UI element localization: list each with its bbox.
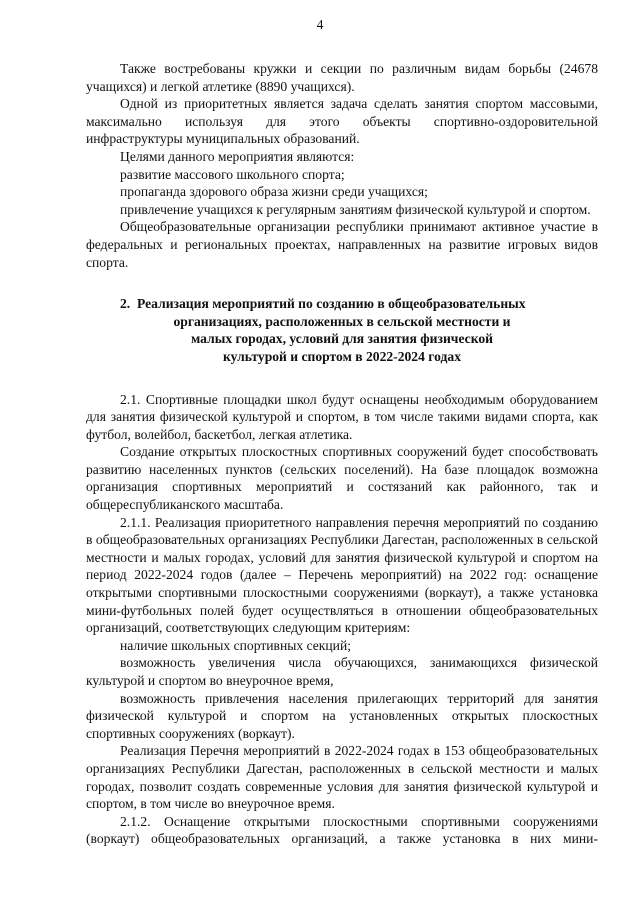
- section-heading-line-2: организациях, расположенных в сельской местности и: [173, 313, 511, 329]
- paragraph-2-1-2: 2.1.2. Оснащение открытыми плоскостными спортивными сооружениями (воркаут) общеобразовательных организаций, а также установка в них мини-: [86, 813, 598, 847]
- section-number: 2.: [120, 296, 131, 312]
- paragraph-2-1: 2.1. Спортивные площадки школ будут оснащены необходимым оборудованием для занятия физической культурой и спортом, в том числе такими видами спорта, как футбол, волейбол, баскетбол, легкая атлетика.: [86, 391, 598, 442]
- list-item-goal-3: привлечение учащихся к регулярным занятиям физической культурой и спортом.: [120, 201, 591, 217]
- paragraph-projects: Общеобразовательные организации республики принимают активное участие в федеральных и региональных проектах, направленных на развитие игровых видов спорта.: [86, 219, 598, 270]
- section-heading-line-4: культурой и спортом в 2022-2024 годах: [223, 348, 461, 364]
- list-item-criterion-1: наличие школьных спортивных секций;: [120, 637, 352, 653]
- paragraph-clubs: Также востребованы кружки и секции по различным видам борьбы (24678 учащихся) и легкой атлетике (8890 учащихся).: [86, 61, 598, 94]
- paragraph-open-structures: Создание открытых плоскостных спортивных сооружений будет способствовать развитию населенных пунктов (сельских поселений). На базе площадок возможна организация спортивных мероприятий и состязаний как районного, так и общереспубликанского масштаба.: [86, 444, 598, 513]
- document-body: [86, 60, 598, 848]
- paragraph-2-1-1: 2.1.1. Реализация приоритетного направления перечня мероприятий по созданию в общеобразовательных организациях Республики Дагестан, расположенных в сельской местности и малых городах, условий для занятия физической культурой и спортом на период 2022-2024 годов (далее – Перечень мероприятий) на 2022 год: оснащение открытыми спортивными плоскостными сооружениями (воркаут), а также установка мини-футбольных полей будет осуществляться в отношении общеобразовательных организаций, соответствующих следующим критериям:: [86, 514, 598, 636]
- section-heading-line-1: 2. Реализация мероприятий по созданию в общеобразовательных: [120, 296, 526, 312]
- paragraph-goals-intro: Целями данного мероприятия являются:: [120, 148, 355, 164]
- paragraph-implementation: Реализация Перечня мероприятий в 2022-2024 годах в 153 общеобразовательных организациях Республики Дагестан, расположенных в сельской местности и малых городах, позволит создать современные условия для занятия физической культурой и спортом, в том числе во внеурочное время.: [86, 743, 598, 812]
- list-item-goal-1: развитие массового школьного спорта;: [120, 166, 345, 182]
- list-item-criterion-2: возможность увеличения числа обучающихся, занимающихся физической культурой и спортом во внеурочное время,: [86, 655, 598, 688]
- list-item-criterion-3: возможность привлечения населения прилегающих территорий для занятия физической культурой и спортом на установленных открытых плоскостных спортивных сооружениях (воркаут).: [86, 690, 598, 741]
- section-heading-line-3: малых городах, условий для занятия физической: [191, 331, 493, 347]
- section-heading: [86, 295, 598, 365]
- paragraph-priority-task: Одной из приоритетных является задача сделать занятия спортом массовыми, максимально используя для этого объекты спортивно-оздоровительной инфраструктуры муниципальных образований.: [86, 96, 598, 147]
- page-number: 4: [316, 17, 324, 32]
- list-item-goal-2: пропаганда здорового образа жизни среди учащихся;: [120, 184, 428, 200]
